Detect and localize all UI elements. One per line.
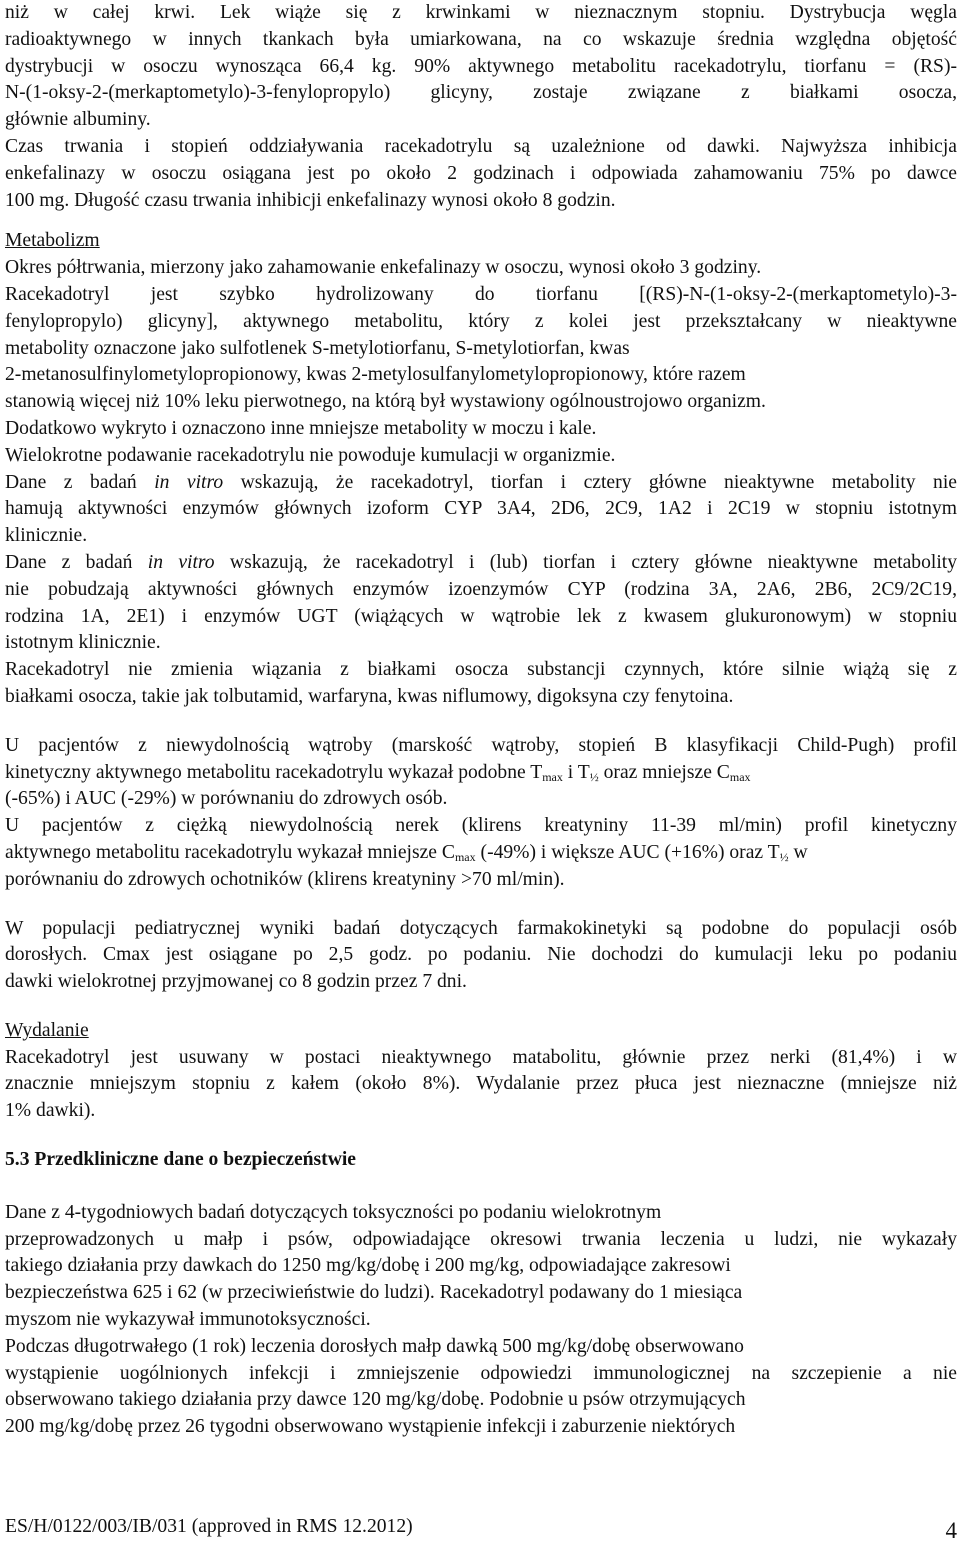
text-line: Wielokrotne podawanie racekadotrylu nie powoduje kumulacji w organizmie. bbox=[5, 444, 616, 466]
document-id: ES/H/0122/003/IB/031 (approved in RMS 12.2012) bbox=[5, 1516, 413, 1537]
text-line: (-65%) i AUC (-29%) w porównaniu do zdrowych osób. bbox=[5, 788, 448, 810]
text-line: hamują aktywności enzymów głównych izoform CYP 3A4, 2D6, 2C9, 1A2 i 2C19 w stopniu istotnym bbox=[5, 498, 957, 520]
text-line: obserwowano takiego działania przy dawce 120 mg/kg/dobę. Podobnie u psów otrzymujących bbox=[5, 1389, 746, 1411]
paragraph-hepatic-impairment bbox=[5, 733, 957, 813]
text-line: Dodatkowo wykryto i oznaczono inne mniejsze metabolity w moczu i kale. bbox=[5, 417, 597, 439]
paragraph-duration bbox=[5, 134, 957, 214]
paragraph-in-vitro-induction bbox=[5, 550, 957, 657]
text-line: klinicznie. bbox=[5, 525, 88, 547]
text-line: radioaktywnego w innych tkankach była umiarkowana, na co wskazuje średnia względna objętość bbox=[5, 28, 957, 50]
text-line: fenylopropylo) glicyny], aktywnego metabolitu, który z kolei jest przekształcany w nieaktywne bbox=[5, 310, 957, 332]
text-line: takiego działania przy dawkach do 1250 mg/kg/dobę i 200 mg/kg, odpowiadające zakresowi bbox=[5, 1255, 731, 1277]
document-page bbox=[5, 0, 957, 1441]
text-line: Czas trwania i stopień oddziaływania racekadotrylu są uzależnione od dawki. Najwyższa inhibicja bbox=[5, 135, 957, 157]
paragraph-long-term bbox=[5, 1334, 957, 1441]
text-line: porównaniu do zdrowych ochotników (klirens kreatyniny >70 ml/min). bbox=[5, 868, 565, 890]
text-line: W populacji pediatrycznej wyniki badań dotyczących farmakokinetyki są podobne do populacji osób bbox=[5, 917, 957, 939]
paragraph-metabolism bbox=[5, 255, 957, 469]
page-footer bbox=[5, 1508, 957, 1543]
text-line: Dane z badań in vitro wskazują, że racekadotryl, tiorfan i cztery główne nieaktywne metabolity nie bbox=[5, 471, 957, 493]
text-line: nie pobudzają aktywności głównych enzymów izoenzymów CYP (rodzina 3A, 2A6, 2B6, 2C9/2C19, bbox=[5, 578, 957, 600]
text-line: istotnym klinicznie. bbox=[5, 632, 161, 654]
section-heading: 5.3 Przedkliniczne dane o bezpieczeństwie bbox=[5, 1149, 356, 1171]
text-line: Dane z badań in vitro wskazują, że racekadotryl i (lub) tiorfan i cztery główne nieaktywne metabolity bbox=[5, 551, 958, 573]
text-line: dorosłych. Cmax jest osiągane po 2,5 godz. po podaniu. Nie dochodzi do kumulacji leku po podaniu bbox=[5, 944, 957, 966]
paragraph-pediatric bbox=[5, 916, 957, 996]
heading-excretion: Wydalanie bbox=[5, 1019, 89, 1041]
heading-metabolism: Metabolizm bbox=[5, 230, 100, 252]
text-line: enkefalinazy w osoczu osiągana jest po około 2 godzinach i odpowiada zahamowaniu 75% po dawce bbox=[5, 162, 957, 184]
text-line: dawki wielokrotnej przyjmowanej co 8 godzin przez 7 dni. bbox=[5, 971, 467, 993]
text-line: Podczas długotrwałego (1 rok) leczenia dorosłych małp dawką 500 mg/kg/dobę obserwowano bbox=[5, 1335, 744, 1357]
page-number: 4 bbox=[945, 1518, 957, 1543]
text-line: myszom nie wykazywał immunotoksyczności. bbox=[5, 1309, 371, 1331]
text-line: bezpieczeństwa 625 i 62 (w przeciwieństwie do ludzi). Racekadotryl podawany do 1 miesiąca bbox=[5, 1282, 743, 1304]
text-line: dystrybucji w osoczu wynosząca 66,4 kg. 90% aktywnego metabolitu racekadotrylu, tiorfanu = (RS)- bbox=[5, 55, 957, 77]
text-line: Dane z 4-tygodniowych badań dotyczących toksyczności po podaniu wielokrotnym bbox=[5, 1201, 662, 1223]
text-line: 1% dawki). bbox=[5, 1100, 96, 1122]
text-line: stanowią więcej niż 10% leku pierwotnego, na którą był wystawiony ogólnoustrojowo organizm. bbox=[5, 391, 766, 413]
text-line: przeprowadzonych u małp i psów, odpowiadające okresowi trwania leczenia u ludzi, nie wykazały bbox=[5, 1228, 957, 1250]
text-line: U pacjentów z ciężką niewydolnością nerek (klirens kreatyniny 11-39 ml/min) profil kinetyczny bbox=[5, 815, 957, 837]
paragraph-excretion bbox=[5, 1045, 957, 1125]
paragraph-toxicity bbox=[5, 1200, 957, 1334]
text-line: wystąpienie uogólnionych infekcji i zmniejszenie odpowiedzi immunologicznej na szczepienie a nie bbox=[5, 1362, 957, 1384]
text-line: 200 mg/kg/dobę przez 26 tygodni obserwowano wystąpienie infekcji i zaburzenie niektórych bbox=[5, 1416, 736, 1438]
text-line: metabolity oznaczone jako sulfotlenek S-metylotiorfanu, S-metylotiorfan, kwas bbox=[5, 337, 630, 359]
paragraph-protein-binding bbox=[5, 657, 957, 711]
paragraph-in-vitro-inhibition bbox=[5, 470, 957, 550]
text-line: 2-metanosulfinylometylopropionowy, kwas 2-metylosulfanylometylopropionowy, które razem bbox=[5, 364, 746, 386]
text-line: znacznie mniejszym stopniu z kałem (około 8%). Wydalanie przez płuca jest nieznaczne (mniejsze niż bbox=[5, 1073, 957, 1095]
text-line: Racekadotryl jest usuwany w postaci nieaktywnego matabolitu, głównie przez nerki (81,4%) i w bbox=[5, 1046, 957, 1068]
text-line: białkami osocza, takie jak tolbutamid, warfaryna, kwas niflumowy, digoksyna czy fenytoina. bbox=[5, 685, 734, 707]
text-line: 100 mg. Długość czasu trwania inhibicji enkefalinazy wynosi około 8 godzin. bbox=[5, 189, 616, 211]
text-line: Okres półtrwania, mierzony jako zahamowanie enkefalinazy w osoczu, wynosi około 3 godziny. bbox=[5, 257, 762, 279]
text-line: U pacjentów z niewydolnością wątroby (marskość wątroby, stopień B klasyfikacji Child-Pugh) profil bbox=[5, 734, 957, 756]
text-line: N-(1-oksy-2-(merkaptometylo)-3-fenylopropylo) glicyny, zostaje związane z białkami osocza, bbox=[5, 82, 957, 104]
text-line: kinetyczny aktywnego metabolitu racekadotrylu wykazał podobne $T_{max}$ i $T_{\frac{1}{2}}$ oraz mniejsze $C_{max}$ bbox=[5, 761, 751, 784]
text-line: Racekadotryl nie zmienia wiązania z białkami osocza substancji czynnych, które silnie wiążą się z bbox=[5, 659, 957, 681]
text-line: aktywnego metabolitu racekadotrylu wykazał mniejsze $C_{max}$ (-49%) i większe AUC (+16%) oraz $T_{\frac{1}{2}}$ w bbox=[5, 841, 808, 864]
text-line: niż w całej krwi. Lek wiąże się z krwinkami w nieznacznym stopniu. Dystrybucja węgla bbox=[5, 2, 957, 23]
paragraph-distribution bbox=[5, 0, 957, 134]
text-line: rodzina 1A, 2E1) i enzymów UGT (wiążących w wątrobie lek z kwasem glukuronowym) w stopniu bbox=[5, 605, 957, 627]
text-line: głównie albuminy. bbox=[5, 109, 151, 131]
paragraph-renal-impairment bbox=[5, 813, 957, 893]
text-line: Racekadotryl jest szybko hydrolizowany do tiorfanu [(RS)-N-(1-oksy-2-(merkaptometylo)-3- bbox=[5, 283, 957, 305]
